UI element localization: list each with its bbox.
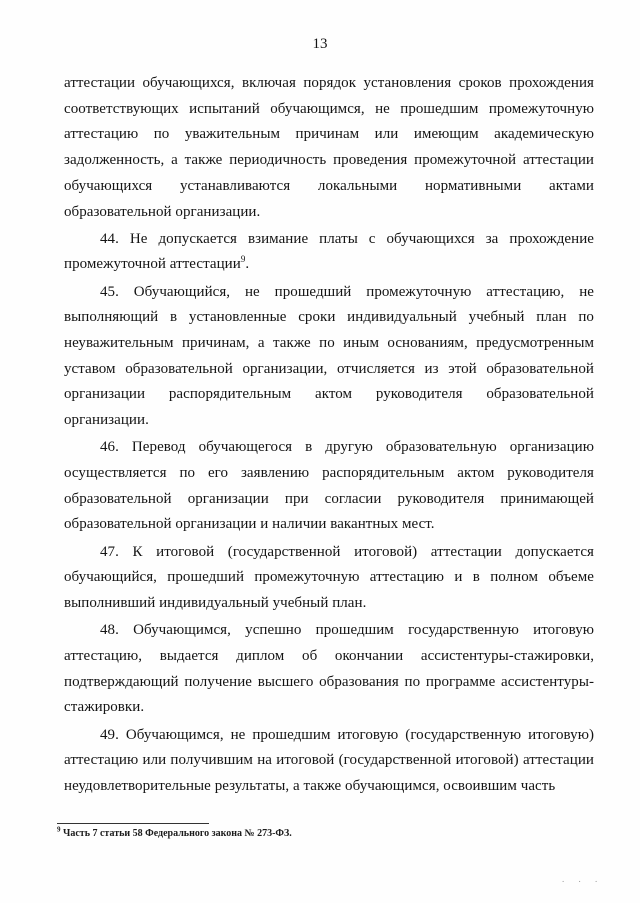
paragraph-text: 45. Обучающийся, не прошедший промежуточную аттестацию, не выполняющий в установленные сроки индивидуальный учебный план по неуважительным причинам, а также по иным основаниям, предусмотренным уставом образовательной организации, отчисляется из этой образовательной организации распорядительным актом руководителя образовательной организации.	[64, 283, 594, 429]
paragraph-49	[64, 723, 594, 800]
document-body	[64, 71, 594, 801]
paragraph-47	[64, 540, 594, 617]
paragraph-46	[64, 435, 594, 538]
paragraph-45	[64, 280, 594, 434]
footnote	[57, 825, 292, 839]
paragraph-tail: .	[245, 256, 250, 273]
scan-artifact: . . .	[562, 874, 604, 884]
paragraph-continuation	[64, 71, 594, 225]
paragraph-text: аттестации обучающихся, включая порядок установления сроков прохождения соответствующих испытаний обучающимся, не прошедшим промежуточную аттестацию по уважительным причинам или имеющим академическую задолженность, а также периодичность проведения промежуточной аттестации обучающихся устанавливаются локальными нормативными актами образовательной организации.	[64, 75, 594, 220]
paragraph-text: 46. Перевод обучающегося в другую образовательную организацию осуществляется по его заявлению распорядительным актом руководителя образовательной организации при согласии руководителя принимающей образовательной организации и наличии вакантных мест.	[64, 439, 594, 533]
page-number: 13	[312, 36, 328, 52]
paragraph-text: 48. Обучающимся, успешно прошедшим государственную итоговую аттестацию, выдается диплом об окончании ассистентуры-стажировки, подтверждающий получение высшего образования по программе ассистентуры-стажировки.	[64, 622, 594, 716]
paragraph-text: 47. К итоговой (государственной итоговой) аттестации допускается обучающийся, прошедший промежуточную аттестацию и в полном объеме выполнивший индивидуальный учебный план.	[64, 543, 594, 612]
footnote-marker: 9	[57, 825, 61, 834]
footnote-text: Часть 7 статьи 58 Федерального закона № 273-ФЗ.	[60, 828, 292, 839]
paragraph-48	[64, 618, 594, 721]
paragraph-text: 49. Обучающимся, не прошедшим итоговую (государственную итоговую) аттестацию или получившим на итоговой (государственной итоговой) аттестации неудовлетворительные результаты, а также обучающимся, освоившим часть	[64, 726, 594, 794]
footnote-reference: 9	[240, 254, 246, 265]
paragraph-text: 44. Не допускается взимание платы с обучающихся за прохождение промежуточной аттестации	[64, 230, 594, 273]
footnote-divider	[57, 823, 209, 824]
paragraph-44	[64, 227, 594, 278]
